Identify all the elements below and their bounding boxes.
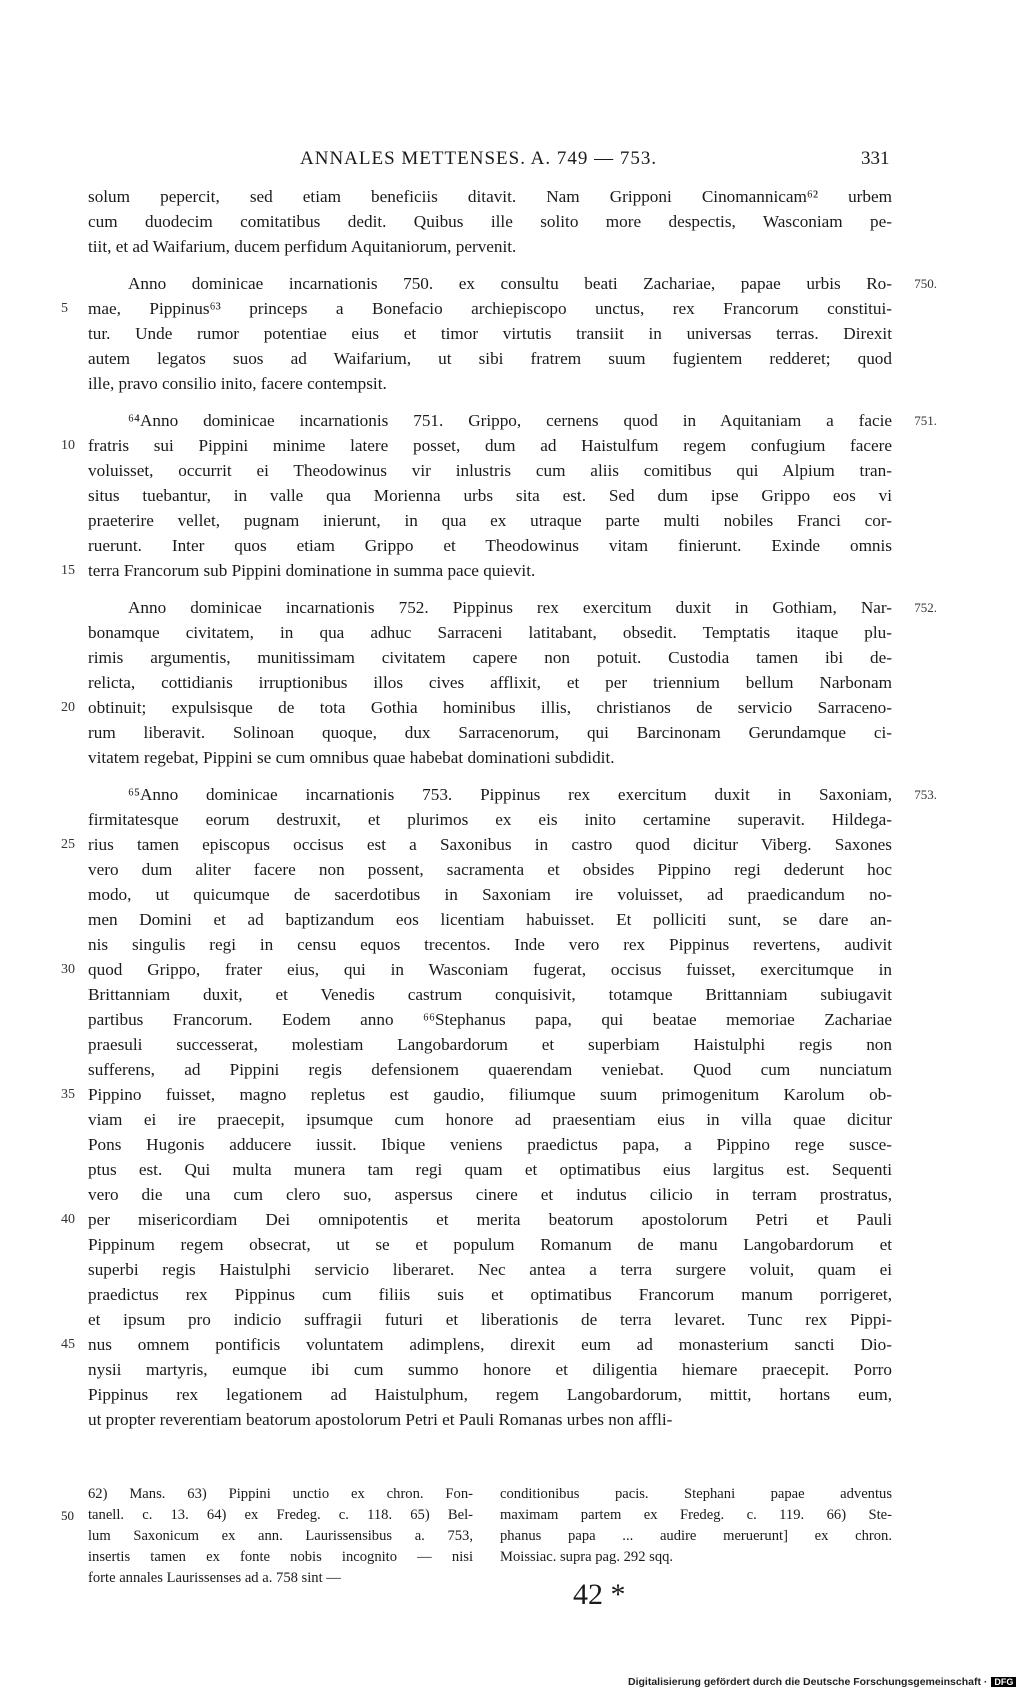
line-text: et ipsum pro indicio suffragii futuri et liberationis de terra levaret. Tunc rex Pippi- — [88, 1310, 892, 1329]
line-text: Anno dominicae incarnationis 750. ex consultu beati Zachariae, papae urbis Ro- — [128, 274, 892, 293]
line-text: mae, Pippinus⁶³ princeps a Bonefacio archiepiscopo unctus, rex Francorum constitui- — [88, 299, 892, 318]
line-number: 50 — [61, 1508, 74, 1523]
text-line — [88, 1157, 892, 1182]
line-text: vero die una cum clero suo, aspersus cinere et indutus cilicio in terram prostratus, — [88, 1185, 892, 1204]
text-line — [88, 1357, 892, 1382]
text-line — [88, 1232, 892, 1257]
text-line — [61, 1207, 892, 1232]
footnote-line — [88, 1526, 473, 1547]
footnote-line — [500, 1547, 892, 1568]
text-line — [88, 346, 892, 371]
text-line — [61, 433, 892, 458]
text-line — [88, 508, 892, 533]
line-text: Pippino fuisset, magno repletus est gaudio, filiumque suum primogenitum Karolum ob- — [88, 1085, 892, 1104]
line-text: modo, ut quicumque de sacerdotibus in Saxoniam ire voluisset, ad praedicandum no- — [88, 885, 892, 904]
line-text: viam ei ire praecepit, ipsumque cum honore ad praesentiam eius in villa quae dicitur — [88, 1110, 892, 1129]
footnote-text: tanell. c. 13. 64) ex Fredeg. c. 118. 65) Bel- — [88, 1507, 473, 1523]
text-line — [88, 1307, 892, 1332]
margin-year: 752. — [914, 600, 937, 615]
footnote-line — [500, 1526, 892, 1547]
text-line — [61, 695, 892, 720]
line-text: autem legatos suos ad Waifarium, ut sibi fratrem suum fugientem redderet; quod — [88, 349, 892, 368]
footnote-text: phanus papa ... audire meruerunt] ex chron. — [500, 1528, 892, 1544]
text-line — [61, 1082, 892, 1107]
line-text: fratris sui Pippini minime latere posset, dum ad Haistulfum regem confugium facere — [88, 436, 892, 455]
footnote-text: insertis tamen ex fonte nobis incognito — nisi — [88, 1549, 473, 1565]
line-text: cum duodecim comitatibus dedit. Quibus ille solito more despectis, Wasconiam pe- — [88, 212, 892, 231]
footnote-line — [88, 1547, 473, 1568]
line-text: Pippinum regem obsecrat, ut se et populum Romanum de manu Langobardorum et — [88, 1235, 892, 1254]
line-number: 40 — [61, 1212, 75, 1227]
footnote-line — [88, 1484, 473, 1505]
line-number: 25 — [61, 837, 75, 852]
running-header — [0, 148, 1000, 174]
line-text: firmitatesque eorum destruxit, et plurimos ex eis inito certamine superavit. Hildega- — [88, 810, 892, 829]
margin-year: 750. — [914, 276, 937, 291]
footnote-text: forte annales Laurissenses ad a. 758 sint — — [88, 1570, 341, 1586]
line-text: men Domini et ad baptizandum eos licentiam habuisset. Et polliciti sunt, se dare an- — [88, 910, 892, 929]
line-text: rius tamen episcopus occisus est a Saxonibus in castro quod dicitur Viberg. Saxones — [88, 835, 892, 854]
line-text: terra Francorum sub Pippini dominatione in summa pace quievit. — [88, 561, 536, 580]
line-text: Brittanniam duxit, et Venedis castrum conquisivit, totamque Brittanniam subiugavit — [88, 985, 892, 1004]
text-line — [88, 234, 892, 259]
line-text: ruerunt. Inter quos etiam Grippo et Theodowinus vitam finierunt. Exinde omnis — [88, 536, 892, 555]
line-text: nus omnem pontificis voluntatem adimplens, direxit eum ad monasterium sancti Dio- — [88, 1335, 892, 1354]
text-line — [88, 1182, 892, 1207]
line-text: Pippinus rex legationem ad Haistulphum, regem Langobardorum, mittit, hortans eum, — [88, 1385, 892, 1404]
line-number: 20 — [61, 700, 75, 715]
line-text: ⁶⁴Anno dominicae incarnationis 751. Grippo, cernens quod in Aquitaniam a facie — [128, 411, 892, 430]
text-line — [88, 857, 892, 882]
text-line — [88, 932, 892, 957]
text-line — [88, 807, 892, 832]
line-text: tiit, et ad Waifarium, ducem perfidum Aquitaniorum, pervenit. — [88, 237, 517, 256]
text-line — [88, 184, 892, 209]
paragraph — [88, 184, 892, 259]
line-text: obtinuit; expulsisque de tota Gothia hominibus illis, christianos de servicio Sarraceno- — [88, 698, 892, 717]
footer-text: Digitalisierung gefördert durch die Deutsche Forschungsgemeinschaft · — [628, 1676, 988, 1688]
text-line — [88, 1407, 892, 1432]
text-line — [88, 782, 937, 807]
text-line — [88, 408, 937, 433]
footnote-line — [500, 1484, 892, 1505]
line-text: ille, pravo consilio inito, facere contempsit. — [88, 374, 387, 393]
text-line — [88, 1032, 892, 1057]
line-text: vitatem regebat, Pippini se cum omnibus quae habebat dominationi subdidit. — [88, 748, 615, 767]
text-line — [88, 1132, 892, 1157]
line-text: Pons Hugonis adducere iussit. Ibique veniens praedictus papa, a Pippino rege susce- — [88, 1135, 892, 1154]
text-line — [88, 595, 937, 620]
footnote-line — [88, 1568, 473, 1589]
line-text: rum liberavit. Solinoan quoque, dux Sarracenorum, qui Barcinonam Gerundamque ci- — [88, 723, 892, 742]
line-text: tur. Unde rumor potentiae eius et timor virtutis transiit in universas terras. Direxit — [88, 324, 892, 343]
line-text: superbi regis Haistulphi servicio liberaret. Nec antea a terra surgere voluit, quam ei — [88, 1260, 892, 1279]
line-number: 35 — [61, 1087, 75, 1102]
line-text: bonamque civitatem, in qua adhuc Sarraceni latitabant, obsedit. Temptatis itaque plu- — [88, 623, 892, 642]
text-line — [88, 620, 892, 645]
page-number: 331 — [861, 148, 890, 169]
line-text: per misericordiam Dei omnipotentis et merita beatorum apostolorum Petri et Pauli — [88, 1210, 892, 1229]
line-text: solum pepercit, sed etiam beneficiis ditavit. Nam Gripponi Cinomannicam⁶² urbem — [88, 187, 892, 206]
text-line — [88, 907, 892, 932]
text-line — [88, 458, 892, 483]
text-line — [88, 1107, 892, 1132]
text-line — [88, 1057, 892, 1082]
text-line — [88, 209, 892, 234]
text-line — [88, 720, 892, 745]
signature-mark: 42 * — [573, 1578, 626, 1611]
text-line — [88, 982, 892, 1007]
line-text: ut propter reverentiam beatorum apostolorum Petri et Pauli Romanas urbes non affli- — [88, 1410, 673, 1429]
footnote-text: maximam partem ex Fredeg. c. 119. 66) Ste- — [500, 1507, 892, 1523]
text-line — [61, 296, 892, 321]
paragraph — [61, 271, 937, 396]
footnote-text: 62) Mans. 63) Pippini unctio ex chron. Fon- — [88, 1486, 473, 1502]
text-line — [88, 745, 892, 770]
line-number: 5 — [61, 301, 68, 316]
text-line — [88, 1382, 892, 1407]
footnote-text: lum Saxonicum ex ann. Laurissensibus a. 753, — [88, 1528, 473, 1544]
line-text: praesuli successerat, molestiam Langobardorum et superbiam Haistulphi regis non — [88, 1035, 892, 1054]
line-number: 45 — [61, 1337, 75, 1352]
text-line — [61, 832, 892, 857]
paragraph — [61, 408, 937, 583]
text-line — [61, 1332, 892, 1357]
text-line — [88, 882, 892, 907]
line-text: relicta, cottidianis irruptionibus illos cives afflixit, et per triennium bellum Narbonam — [88, 673, 892, 692]
line-text: ⁶⁵Anno dominicae incarnationis 753. Pippinus rex exercitum duxit in Saxoniam, — [128, 785, 892, 804]
text-line — [88, 271, 937, 296]
line-text: quod Grippo, frater eius, qui in Wasconiam fugerat, occisus fuisset, exercitumque in — [88, 960, 892, 979]
footnote-line — [61, 1505, 473, 1526]
margin-year: 753. — [914, 787, 937, 802]
footnote-text: Moissiac. supra pag. 292 sqq. — [500, 1549, 674, 1565]
text-line — [88, 1257, 892, 1282]
text-line — [88, 1282, 892, 1307]
text-line — [61, 957, 892, 982]
text-line — [88, 645, 892, 670]
line-text: praedictus rex Pippinus cum filiis suis et optimatibus Francorum manum porrigeret, — [88, 1285, 892, 1304]
line-text: rimis argumentis, munitissimam civitatem capere non potuit. Custodia tamen ibi de- — [88, 648, 892, 667]
text-line — [61, 558, 892, 583]
main-text — [61, 184, 937, 1444]
footer-credit — [628, 1676, 1014, 1692]
line-text: sufferens, ad Pippini regis defensionem quaerendam veniebat. Quod cum nunciatum — [88, 1060, 892, 1079]
line-text: nis singulis regi in censu equos trecentos. Inde vero rex Pippinus revertens, audivit — [88, 935, 892, 954]
line-number: 15 — [61, 563, 75, 578]
line-text: nysii martyris, eumque ibi cum summo honore et diligentia hiemare praecepit. Porro — [88, 1360, 892, 1379]
footnotes-left-column — [61, 1484, 473, 1589]
line-text: situs tuebantur, in valle qua Morienna urbs sita est. Sed dum ipse Grippo eos vi — [88, 486, 892, 505]
footnote-text: conditionibus pacis. Stephani papae adventus — [500, 1486, 892, 1502]
line-number: 30 — [61, 962, 75, 977]
line-text: ptus est. Qui multa munera tam regi quam et optimatibus eius largitus est. Sequenti — [88, 1160, 892, 1179]
paragraph — [61, 782, 937, 1432]
line-text: praeterire vellet, pugnam inierunt, in qua ex utraque parte multi nobiles Franci cor- — [88, 511, 892, 530]
line-number: 10 — [61, 438, 75, 453]
text-line — [88, 321, 892, 346]
header-title: ANNALES METTENSES. A. 749 — 753. — [300, 148, 658, 169]
text-line — [88, 1007, 892, 1032]
line-text: voluisset, occurrit ei Theodowinus vir inlustris cum aliis comitibus qui Alpium tran- — [88, 461, 892, 480]
line-text: Anno dominicae incarnationis 752. Pippinus rex exercitum duxit in Gothiam, Nar- — [128, 598, 892, 617]
line-text: partibus Francorum. Eodem anno ⁶⁶Stephanus papa, qui beatae memoriae Zachariae — [88, 1010, 892, 1029]
line-text: vero dum aliter facere non possent, sacramenta et obsides Pippino regi dederunt hoc — [88, 860, 892, 879]
footnote-line — [500, 1505, 892, 1526]
dfg-logo: DFG — [991, 1677, 1016, 1687]
text-line — [88, 670, 892, 695]
footnotes-right-column — [500, 1484, 892, 1568]
paragraph — [61, 595, 937, 770]
text-line — [88, 483, 892, 508]
text-line — [88, 371, 892, 396]
text-line — [88, 533, 892, 558]
margin-year: 751. — [914, 413, 937, 428]
